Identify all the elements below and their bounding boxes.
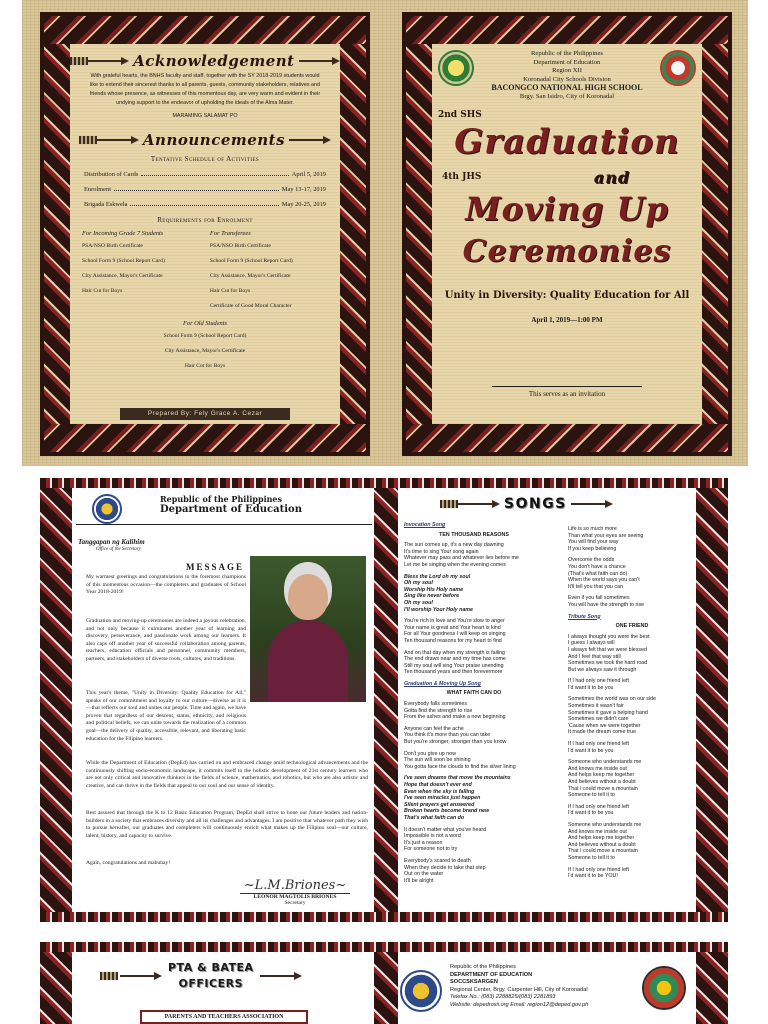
tribal-divider — [374, 952, 398, 1024]
tribal-border-top — [40, 942, 728, 952]
song-stanza: Even if you fall sometimes You will have the strength to rise — [568, 595, 645, 608]
schedule-row — [70, 201, 340, 208]
pta-section-label: PARENTS AND TEACHERS ASSOCIATION — [140, 1010, 308, 1024]
requirements-title: Requirements for Enrolment — [157, 216, 253, 224]
song-title: ONE FRIEND — [615, 623, 649, 630]
cover-panel — [402, 12, 732, 456]
acknowledgement-title: Acknowledgement — [133, 52, 295, 70]
requirement-item: City Assistance, Mayor's Certificate — [209, 273, 291, 279]
transferee-requirements — [210, 230, 328, 318]
gov-line: Department of Education — [533, 58, 601, 66]
republic-line: Republic of the Philippines — [160, 494, 283, 504]
song-stanza: Overcome the odds You don't have a chance (That's what faith can do) When the world says you can't It'll tell you that you can — [568, 557, 640, 590]
panel-content — [70, 44, 340, 424]
school-address: Brgy. San Isidro, City of Koronadal — [519, 92, 615, 100]
region-letterhead — [450, 964, 588, 1010]
song-stanza: If I had only one friend left I'd want it to be YOU! — [568, 866, 629, 880]
announcements-panel — [40, 12, 370, 456]
department-line: Department of Education — [160, 504, 302, 515]
message-paragraph: Graduation and moving-up ceremonies are indeed a joyous celebration, and not only because it culminates another year of learning and discovery, perseverance, and passionate work among our learners. It also caps off another year of successful collaboration among parents, teachers, education officials and personnel, community members, partners, and stakeholders of diverse roots, cultures, and traditions. — [86, 618, 246, 662]
arrow-icon — [458, 500, 500, 508]
songs-column-2 — [568, 526, 696, 885]
message-paragraph: While the Department of Education (DepEd) has carried on and embraced change amid technological advancements and the continuously shifting socio-economic landscape, it commits itself to the holistic development of 21st century learners who are not only critical and innovative thinkers in the fields of science, mathematics, and robotics, but who are also artistic and creative, and can thrive in the fields that appeal to our soul and our sense of identity. — [86, 760, 368, 789]
song-stanza: Someone who understands me And knows me inside out And helps keep me together And believes without a doubt That I could move a mountain Someone to tell it to — [568, 821, 642, 861]
message-paragraph: This year's theme, "Unity in Diversity: Quality Education for All," speaks of our commitment and loyalty to our culture—diverse as it is—that reflects our soul and unites our people. Time and again, we have proven that regardless of our descent, status, ethnicity, and religious and political beliefs, we can unite towards the realization of a common goal—the delivery of quality, accessible, relevant, and liberating basic education for the Filipino learners. — [86, 690, 246, 742]
event-date: April 1, 2019—1:00 PM — [531, 316, 603, 324]
schedule-row — [70, 186, 340, 193]
schedule-title: Tentative Schedule of Activities — [150, 155, 260, 163]
tribal-divider — [374, 488, 398, 912]
song-title: TEN THOUSAND REASONS — [439, 531, 509, 538]
jhs-label: 4th JHS — [442, 172, 482, 182]
deped-seal-icon — [400, 970, 442, 1012]
schedule-date: May 13-17, 2019 — [281, 186, 326, 193]
letterhead-rule — [76, 524, 372, 525]
old-student-requirements — [70, 320, 340, 369]
requirement-item: PSA/NSO Birth Certificate — [82, 243, 143, 249]
city-seal-icon — [438, 50, 474, 86]
tribal-border-right — [696, 488, 728, 912]
tribal-border-left — [44, 44, 70, 424]
signer-title: Secretary — [284, 900, 306, 906]
song-stanza: Life is so much more Than what your eyes are seeing You will find your way If you keep believing — [568, 526, 644, 552]
officers-heading — [100, 960, 302, 992]
pta-line1: PTA & BATEA — [168, 961, 254, 974]
requirement-item: Hair Cut for Boys — [209, 288, 251, 294]
tribal-border-bottom — [406, 424, 728, 452]
tribal-border-left — [406, 44, 432, 424]
arrow-icon — [260, 972, 302, 980]
arrow-icon — [88, 57, 129, 65]
song-stanza: If I had only one friend left I'd want it to be you — [568, 678, 629, 691]
transferee-title: For Transferees — [209, 230, 251, 237]
gov-line: Koronadal City Schools Division — [523, 75, 611, 83]
arrow-icon — [299, 57, 340, 65]
and-word: and — [593, 168, 631, 187]
addr-line: DEPARTMENT OF EDUCATION — [450, 971, 533, 978]
songs-heading — [440, 496, 613, 512]
tribal-border-top — [44, 16, 366, 44]
schedule-label: Distribution of Cards — [84, 171, 139, 178]
tribal-border-right — [340, 44, 366, 424]
song-title: WHAT FAITH CAN DO — [446, 690, 502, 697]
song-stanza: Don't you give up now The sun will soon be shining You gotta face the clouds to find the silver lining — [404, 750, 516, 770]
tribal-border-left — [40, 488, 72, 912]
tribal-border-top — [40, 478, 728, 488]
song-stanza: Everybody falls sometimes Gotta find the strength to rise From the ashes and make a new beginning — [404, 701, 506, 721]
grade7-requirements — [82, 230, 200, 318]
schedule-label: Enrolment — [84, 186, 111, 193]
addr-line: Website: depedroxii.org Email: region12@deped.gov.ph — [450, 1001, 589, 1008]
song-stanza: It doesn't matter what you've heard Impossible is not a word It's just a reason For someone not to try — [404, 826, 487, 853]
announcements-heading — [70, 131, 340, 149]
schedule-date: April 5, 2019 — [291, 171, 326, 178]
song-stanza: The sun comes up, it's a new day dawning It's time to sing Your song again Whatever may pass and whatever lies before me Let me be singing when the evening comes — [404, 542, 519, 568]
message-paragraph: My warmest greetings and congratulations to the foremost champions of this momentous occasion—the completers and graduates of School Year 2018-2019! — [86, 574, 246, 596]
requirement-item: School Form 9 (School Report Card) — [163, 333, 247, 339]
invocation-label: Invocation Song — [404, 522, 446, 528]
arrow-feather-icon — [79, 136, 97, 144]
song-stanza: If I had only one friend left I'd want it to be you — [568, 803, 629, 817]
song-stanza: Sometimes the world was on our side Sometimes it wasn't fair Sometimes it gave a helping hand Sometimes we didn't care 'Cause when we were together It made the dream come true — [568, 696, 657, 736]
signer-name: LEONOR MAGTOLIS BRIONES — [240, 893, 350, 900]
prepared-by-banner: Prepared By: Fely Grace A. Cezar — [120, 408, 290, 420]
addr-line: Republic of the Philippines — [450, 964, 516, 970]
graduation-song-label: Graduation & Moving Up Song — [404, 680, 481, 687]
invite-text: This serves as an invitation — [528, 390, 606, 398]
secretary-portrait — [250, 556, 366, 702]
office-subtitle: Office of the Secretary — [96, 547, 141, 552]
announcements-title: Announcements — [142, 131, 286, 149]
tribal-border-left — [40, 952, 72, 1024]
requirement-item: City Assistance, Mayor's Certificate — [82, 273, 163, 279]
old-students-title: For Old Students — [182, 320, 228, 327]
arrow-icon — [289, 136, 331, 144]
arrow-icon — [97, 136, 139, 144]
officers-sheet — [40, 942, 728, 1024]
song-stanza: Someone who understands me And knows me inside out And helps keep me together And believes without a doubt That I could move a mountain Someone to tell it to — [568, 759, 642, 799]
addr-line: SOCCSKSARGEN — [450, 979, 498, 986]
songs-title: SONGS — [504, 496, 567, 512]
addr-line: Regional Center, Brgy. Carpenter Hill, City of Koronadal — [450, 986, 588, 993]
program-cover-sheet — [22, 0, 748, 466]
moving-up-title: Moving Up — [465, 190, 669, 228]
signature-block — [240, 878, 350, 906]
song-stanza: You're rich in love and You're slow to anger Your name is great and Your heart is kind For all Your goodness I will keep on singing Ten thousand reasons for my heart to find — [404, 618, 506, 644]
acknowledgement-signoff: MARAMING SALAMAT PO — [172, 113, 238, 119]
tribute-label: Tribute Song — [568, 613, 601, 620]
handwritten-signature: ~L.M.Briones~ — [243, 878, 347, 893]
arrow-feather-icon — [70, 57, 88, 65]
acknowledgement-text: With grateful hearts, the BNHS faculty and staff, together with the SY 2018-2019 students would like to extend their sincerest thanks to all parents, guests, community stakeholders, relatives and friends whose presence, as witnesses of this momentous day, are very warm and evident in their undying support to the endeavor of upholding the ideals of the Alma Mater. — [89, 73, 321, 106]
deped-seal-icon — [92, 494, 122, 524]
message-paragraph: Again, congratulations and mabuhay! — [86, 860, 171, 866]
songs-column-1 — [404, 520, 544, 889]
tribal-border-right — [696, 952, 728, 1024]
grade7-title: For Incoming Grade 7 Students — [82, 230, 164, 237]
message-heading: MESSAGE — [185, 562, 244, 572]
requirement-item: PSA/NSO Birth Certificate — [209, 243, 271, 249]
office-title: Tanggapan ng Kalihim — [78, 538, 145, 546]
song-stanza: Anyone can feel the ache You think it's more than you can take But you're stronger, stronger than you know — [404, 725, 507, 746]
requirement-item: Hair Cut for Boys — [184, 363, 226, 369]
arrow-icon — [571, 500, 613, 508]
school-seal-icon — [660, 50, 696, 86]
arrow-icon — [120, 972, 162, 980]
schedule-label: Brigada Eskwela — [84, 201, 128, 208]
officers-title — [168, 960, 254, 992]
message-paragraph: Rest assured that through the K to 12 Basic Education Program, DepEd shall strive to hone our future leaders and nation-builders in a society that embraces diversity and all its challenges and advantages. I am positive that whatever path they wish to pursue hereafter, our graduates and completers will continuously enrich what makes up the Filipino soul—our culture, talent, history, and capacity to survive. — [86, 810, 368, 839]
requirement-item: Hair Cut for Boys — [82, 288, 123, 294]
song-chorus: Bless the Lord oh my soul Oh my soul Worship His Holy name Sing like never before Oh my soul I'll worship Your Holy name — [404, 573, 473, 613]
shs-label: 2nd SHS — [438, 110, 482, 120]
graduation-title: Graduation — [454, 122, 680, 162]
gov-line: Republic of the Philippines — [531, 50, 603, 57]
schedule-row — [70, 171, 340, 178]
tribal-border-right — [702, 44, 728, 424]
region-seal-icon — [642, 966, 686, 1010]
requirement-item: School Form 9 (School Report Card) — [209, 258, 293, 264]
tribal-border-bottom — [40, 912, 728, 922]
invite-line — [492, 386, 642, 387]
schedule-date: May 20-25, 2019 — [281, 201, 326, 208]
song-stanza: If I had only one friend left I'd want it to be you — [568, 741, 629, 754]
song-stanza: Everybody's scared to death When they decide to take that step Out on the water It'll be alright — [404, 857, 486, 884]
gov-line: Region XII — [552, 67, 582, 75]
ceremonies-title: Ceremonies — [462, 234, 672, 269]
arrow-feather-icon — [440, 500, 458, 508]
acknowledgement-heading — [70, 52, 340, 70]
tribal-border-top — [406, 16, 728, 44]
cover-content — [432, 44, 702, 424]
message-songs-sheet — [40, 478, 728, 922]
song-stanza: And on that day when my strength is failing The end draws near and my time has come Still my soul will sing Your praise unending Ten thousand years and then forevermore — [404, 649, 506, 676]
pta-line2: OFFICERS — [178, 977, 243, 990]
song-stanza: I always thought you were the best I guess I always will I always felt that we were blessed And I feel that way still Sometimes we took the hard road But we always saw it through — [568, 633, 650, 673]
arrow-feather-icon — [100, 972, 118, 980]
requirement-item: School Form 9 (School Report Card) — [82, 258, 165, 264]
requirements-columns — [70, 230, 340, 318]
school-name: BACONGCO NATIONAL HIGH SCHOOL — [491, 83, 643, 93]
addr-line: Telefax No.: (083) 2288825/(083) 2281893 — [450, 994, 556, 1001]
theme-text: Unity in Diversity: Quality Education for All — [444, 290, 690, 301]
requirement-item: City Assistance, Mayor's Certificate — [164, 348, 246, 354]
deped-letterhead — [160, 494, 302, 515]
tribal-border-bottom — [44, 424, 366, 452]
song-chorus: I've seen dreams that move the mountains Hope that doesn't ever end Even when the sky is falling I've seen miracles just happen Silent prayers get answered Broken hearts become brand new That's what faith can do — [404, 775, 511, 821]
requirement-item: Certificate of Good Moral Character — [209, 303, 292, 309]
